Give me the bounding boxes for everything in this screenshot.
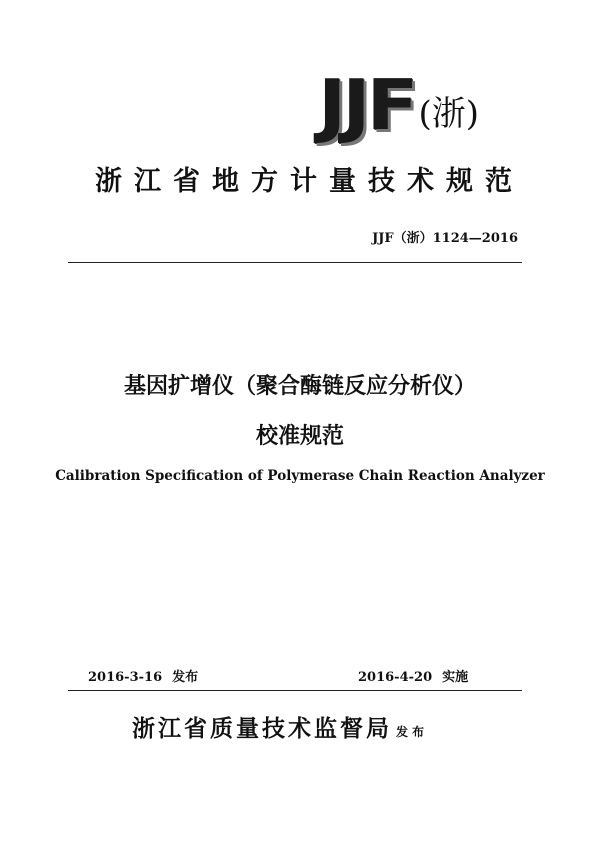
issue-label: 发布 <box>172 670 199 685</box>
logo-region: (浙) <box>418 94 480 134</box>
effective-label: 实施 <box>442 670 469 685</box>
effective-date-block <box>358 668 468 688</box>
page-title-zh-line2: 校准规范 <box>255 424 344 449</box>
logo-mark: JJF <box>318 63 415 146</box>
issuer-suffix: 发布 <box>396 725 429 739</box>
page-title-zh: 基因扩增仪（聚合酶链反应分析仪） <box>123 374 476 399</box>
issue-date: 2016-3-16 <box>88 670 163 685</box>
top-divider <box>68 262 522 263</box>
issuer-name: 浙江省质量技术监督局 <box>132 716 392 742</box>
document-code: JJF（浙）1124—2016 <box>372 231 518 246</box>
jjf-logo <box>318 63 480 146</box>
series-title: 浙江省地方计量技术规范 <box>95 166 524 197</box>
bottom-divider <box>68 690 522 691</box>
page-title-en: Calibration Specification of Polymerase Chain Reaction Analyzer <box>55 468 545 484</box>
issue-date-block <box>88 668 198 688</box>
issuer <box>132 712 428 749</box>
effective-date: 2016-4-20 <box>358 670 433 685</box>
